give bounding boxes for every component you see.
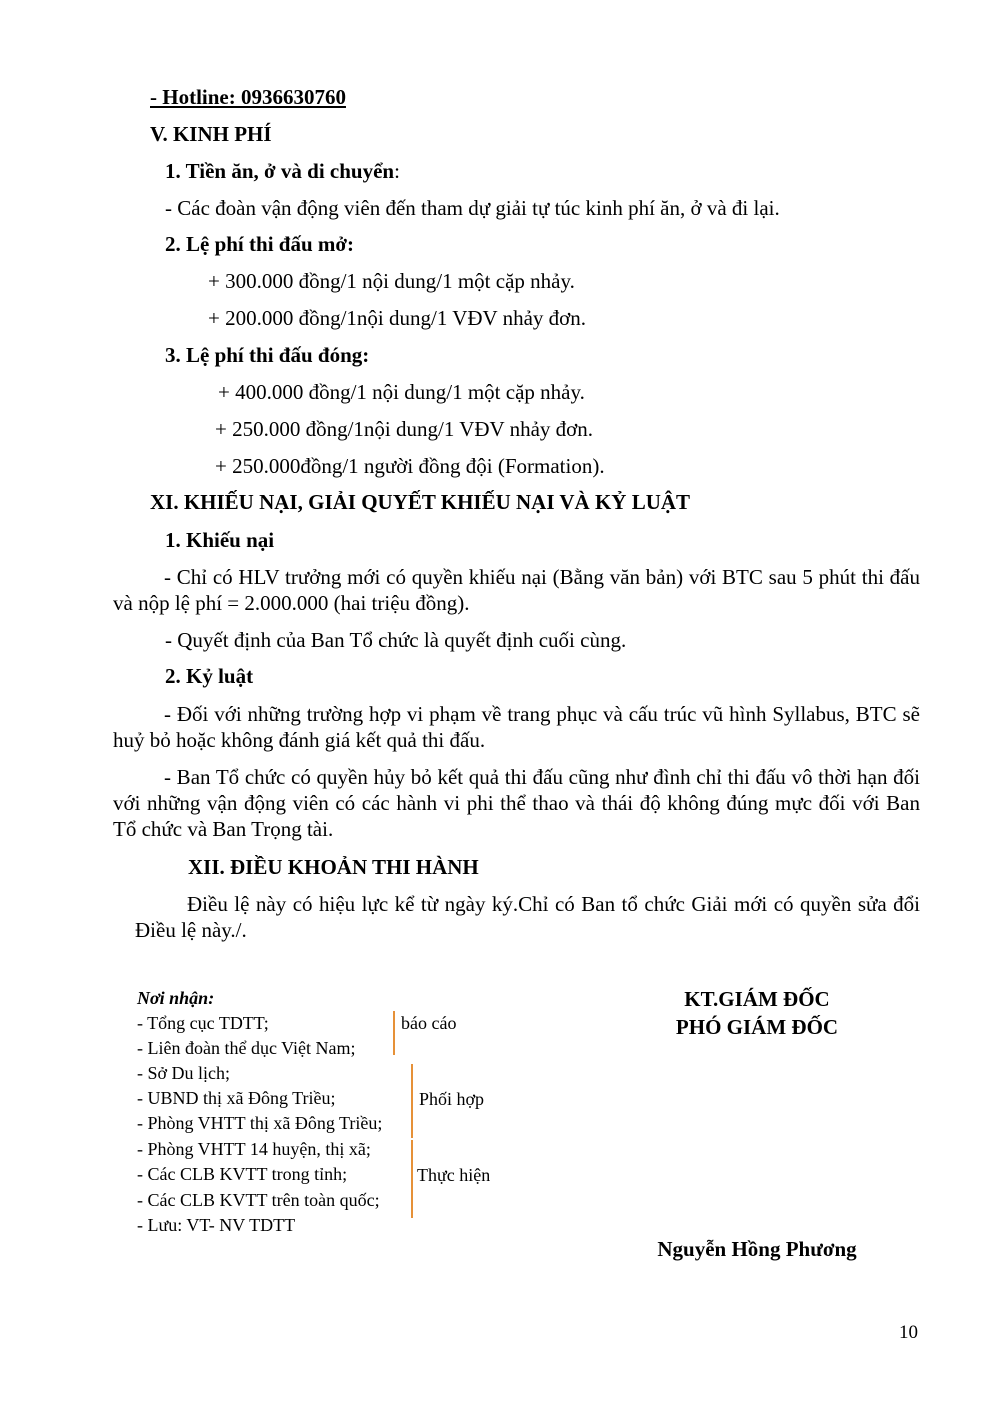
recipients-title: Nơi nhận: [137,988,215,1008]
group-label-coordinate: Phối hợp [419,1089,485,1109]
section-v-1-heading [165,158,400,184]
section-v-1-text: - Các đoàn vận động viên đến tham dự giải tự túc kinh phí ăn, ở và đi lại. [165,196,780,220]
section-xii-title: XII. ĐIỀU KHOẢN THI HÀNH [188,855,479,879]
section-v-3-title: 3. Lệ phí thi đấu đóng: [165,343,370,367]
discipline-paragraph: - Ban Tổ chức có quyền hủy bỏ kết quả thi đấu cũng như đình chỉ thi đấu vô thời hạn đối với những vận động viên có các hành vi phi thể thao và thái độ không đúng mực đối với Ban Tổ chức và Ban Trọng tài. [113,765,920,841]
recipient-item: - Sở Du lịch; [137,1063,231,1083]
recipient-item: - UBND thị xã Đông Triều; [137,1088,336,1108]
group-label-report: báo cáo [401,1013,457,1033]
page-number: 10 [899,1322,918,1343]
signatory-name: Nguyễn Hồng Phương [657,1237,857,1261]
recipient-item: - Phòng VHTT 14 huyện, thị xã; [137,1139,371,1159]
recipient-item: - Liên đoàn thể dục Việt Nam; [137,1038,356,1058]
complaint-decision: - Quyết định của Ban Tổ chức là quyết định cuối cùng. [165,628,627,652]
section-v-1-colon: : [394,159,400,183]
fee-closed-item: + 250.000đồng/1 người đồng đội (Formation). [215,454,605,478]
section-v-1-title: 1. Tiền ăn, ở và di chuyển [165,159,395,183]
signature-subtitle: PHÓ GIÁM ĐỐC [675,1015,839,1039]
enforcement-paragraph: Điều lệ này có hiệu lực kể từ ngày ký.Chỉ có Ban tổ chức Giải mới có quyền sửa đổi Điều lệ này./. [135,892,920,942]
fee-open-item: + 300.000 đồng/1 nội dung/1 một cặp nhảy. [208,269,575,293]
group-label-implement: Thực hiện [417,1165,491,1185]
bracket-implement [411,1140,413,1218]
section-xi-2-title: 2. Kỷ luật [165,664,254,688]
signature-title: KT.GIÁM ĐỐC [684,987,830,1011]
hotline: - Hotline: 0936630760 [150,85,346,109]
fee-open-item: + 200.000 đồng/1nội dung/1 VĐV nhảy đơn. [208,306,587,330]
recipient-item: - Lưu: VT- NV TDTT [137,1215,296,1235]
fee-closed-item: + 400.000 đồng/1 nội dung/1 một cặp nhảy. [218,380,585,404]
section-xi-1-title: 1. Khiếu nại [165,528,275,552]
section-xi-title: XI. KHIẾU NẠI, GIẢI QUYẾT KHIẾU NẠI VÀ KỶ LUẬT [150,490,691,514]
section-v-2-title: 2. Lệ phí thi đấu mở: [165,232,354,256]
bracket-coordinate [411,1064,413,1138]
recipient-item: - Các CLB KVTT trên toàn quốc; [137,1190,380,1210]
complaint-paragraph: - Chỉ có HLV trưởng mới có quyền khiếu nại (Bằng văn bản) với BTC sau 5 phút thi đấu và nộp lệ phí = 2.000.000 (hai triệu đồng). [113,565,920,615]
bracket-report [393,1011,395,1055]
recipient-item: - Tổng cục TDTT; [137,1013,269,1033]
section-v-title: V. KINH PHÍ [150,122,272,146]
discipline-paragraph: - Đối với những trường hợp vi phạm về trang phục và cấu trúc vũ hình Syllabus, BTC sẽ huỷ bỏ hoặc không đánh giá kết quả thi đấu. [113,702,920,752]
fee-closed-item: + 250.000 đồng/1nội dung/1 VĐV nhảy đơn. [215,417,594,441]
recipient-item: - Phòng VHTT thị xã Đông Triều; [137,1113,383,1133]
recipient-item: - Các CLB KVTT trong tỉnh; [137,1164,348,1184]
